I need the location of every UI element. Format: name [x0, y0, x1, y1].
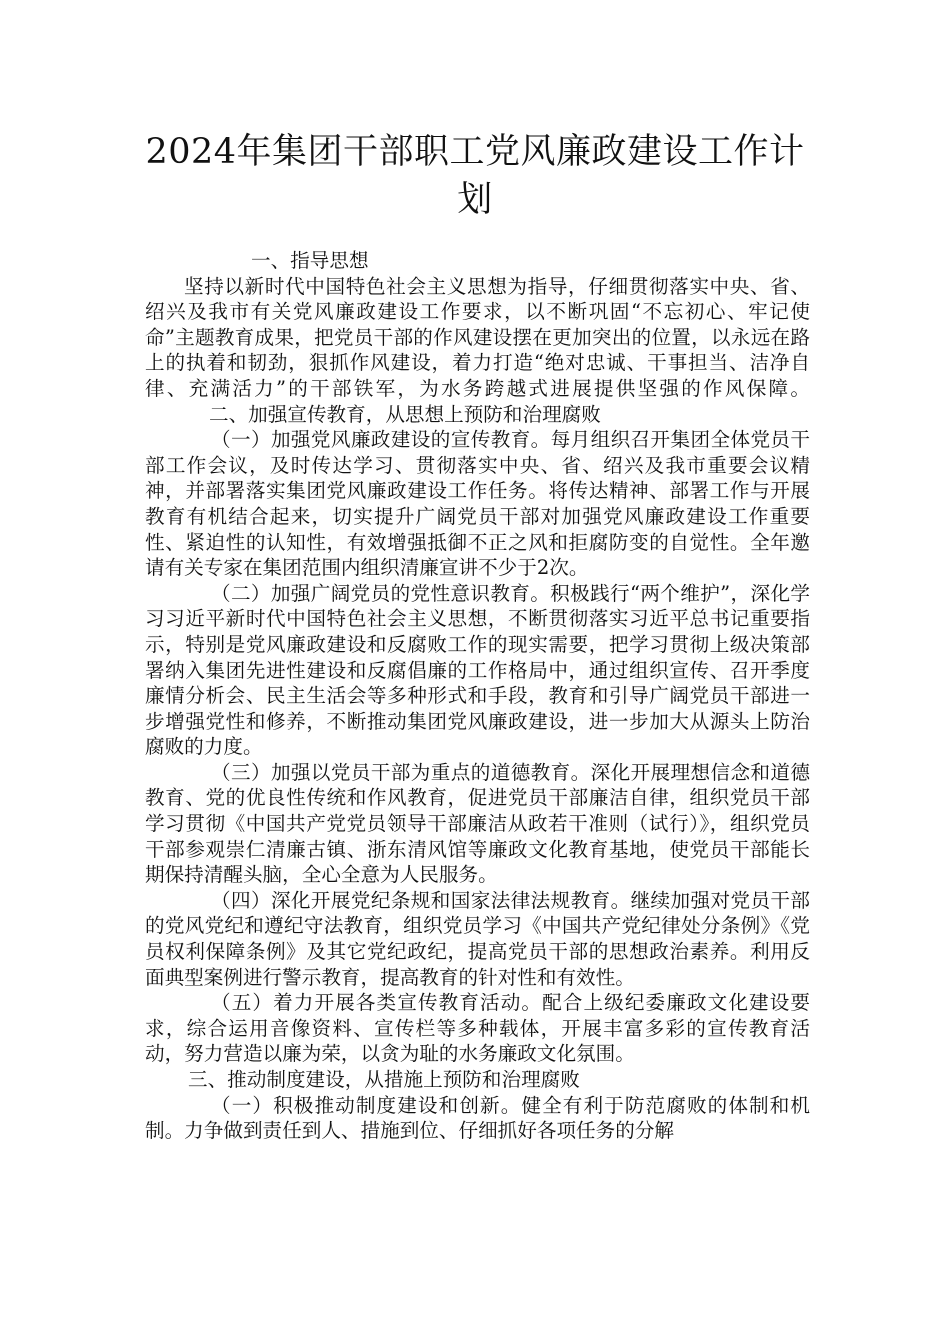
section3-paragraph-1: （一）积极推动制度建设和创新。健全有利于防范腐败的体制和机制。力争做到责任到人、措施到位、仔细抓好各项任务的分解: [145, 1093, 810, 1143]
document-title: 2024年集团干部职工党风廉政建设工作计划: [145, 132, 805, 220]
section2-paragraph-4: （四）深化开展党纪条规和国家法律法规教育。继续加强对党员干部的党风党纪和遵纪守法教育，组织党员学习《中国共产党纪律处分条例》《党员权利保障条例》及其它党纪政纪，提高党员干部的思想政治素养。利用反面典型案例进行警示教育，提高教育的针对性和有效性。: [145, 888, 810, 989]
section2-paragraph-3: （三）加强以党员干部为重点的道德教育。深化开展理想信念和道德教育、党的优良性传统和作风教育，促进党员干部廉洁自律，组织党员干部学习贯彻《中国共产党党员领导干部廉洁从政若干准则（试行）》，组织党员干部参观崇仁清廉古镇、浙东清风馆等廉政文化教育基地，使党员干部能长期保持清醒头脑，全心全意为人民服务。: [145, 760, 810, 887]
section1-text: 坚持以新时代中国特色社会主义思想为指导，仔细贯彻落实中央、省、绍兴及我市有关党风廉政建设工作要求，以不断巩固“不忘初心、牢记使命”主题教育成果，把党员干部的作风建设摆在更加突出的位置，以永远在路上的执着和韧劲，狠抓作风建设，着力打造“绝对忠诚、干事担当、洁净自律、充满活力”的干部铁军，为水务跨越式进展提供坚强的作风保障。: [145, 274, 810, 400]
section3-heading: 三、推动制度建设，从措施上预防和治理腐败: [188, 1068, 580, 1091]
section2-paragraph-1: （一）加强党风廉政建设的宣传教育。每月组织召开集团全体党员干部工作会议，及时传达学习、贯彻落实中央、省、绍兴及我市重要会议精神，并部署落实集团党风廉政建设工作任务。将传达精神、部署工作与开展教育有机结合起来，切实提升广阔党员干部对加强党风廉政建设工作重要性、紧迫性的认知性，有效增强抵御不正之风和拒腐防变的自觉性。全年邀请有关专家在集团范围内组织清廉宣讲不少于2次。: [145, 428, 810, 580]
section2-paragraph-2: （二）加强广阔党员的党性意识教育。积极践行“两个维护”，深化学习习近平新时代中国特色社会主义思想，不断贯彻落实习近平总书记重要指示，特别是党风廉政建设和反腐败工作的现实需要，把学习贯彻上级决策部署纳入集团先进性建设和反腐倡廉的工作格局中，通过组织宣传、召开季度廉情分析会、民主生活会等多种形式和手段，教育和引导广阔党员干部进一步增强党性和修养，不断推动集团党风廉政建设，进一步加大从源头上防治腐败的力度。: [145, 581, 810, 759]
document-body: [145, 248, 810, 1144]
section2-paragraph-5: （五）着力开展各类宣传教育活动。配合上级纪委廉政文化建设要求，综合运用音像资料、宣传栏等多种载体，开展丰富多彩的宣传教育活动，努力营造以廉为荣，以贪为耻的水务廉政文化氛围。: [145, 991, 810, 1066]
section1-paragraph: [145, 274, 810, 428]
section1-heading: 一、指导思想: [251, 249, 369, 272]
section2-heading: 二、加强宣传教育，从思想上预防和治理腐败: [209, 402, 601, 426]
